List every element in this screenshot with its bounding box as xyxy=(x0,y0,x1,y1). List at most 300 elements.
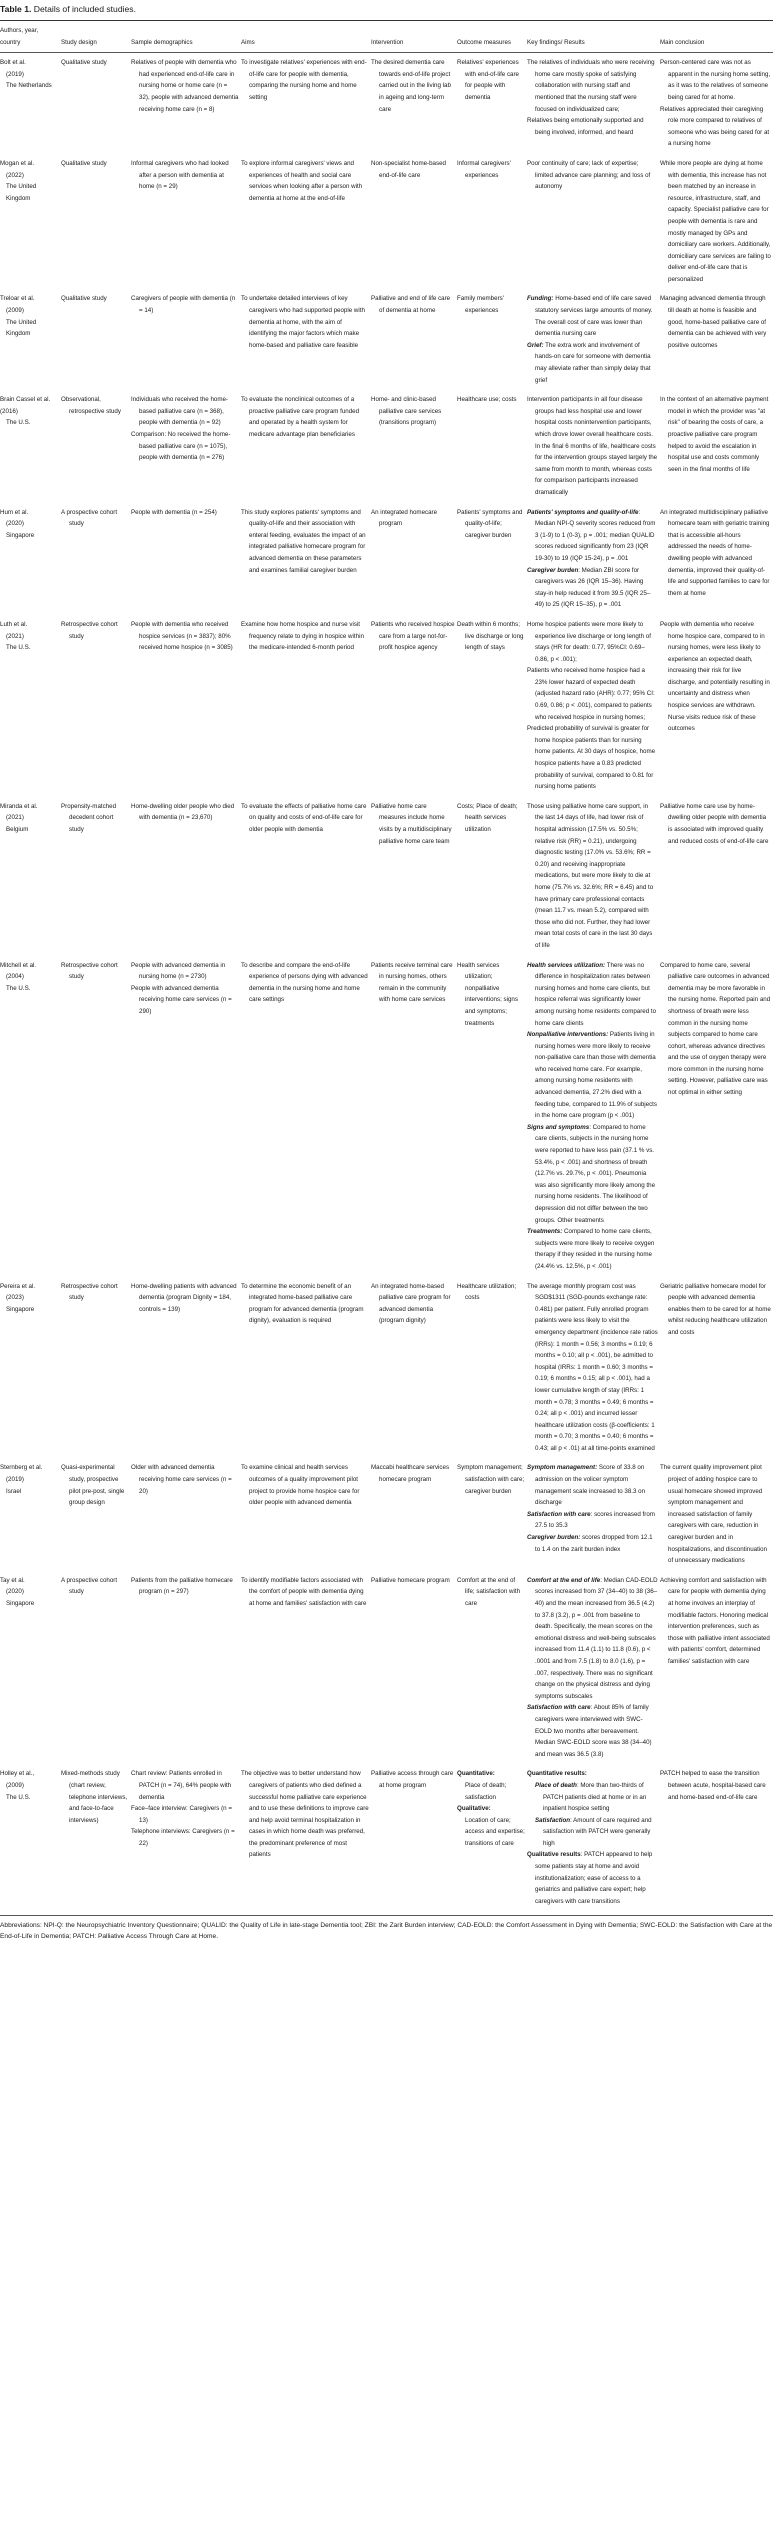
intervention-text: Palliative access through care at home program xyxy=(371,1770,454,1789)
conclusion-text: In the context of an alternative payment model in which the provider was "at risk" of bearing the costs of care, a proactive palliative care program helped to avoid the escalation in hospital use and costs commonly seen in the final months of life xyxy=(660,396,769,473)
author-line: Luth et al. xyxy=(0,620,28,628)
cell-findings xyxy=(527,1571,660,1765)
cell-sample xyxy=(131,615,241,797)
cell-design xyxy=(61,1277,131,1459)
finding-item xyxy=(527,507,658,565)
finding-item xyxy=(527,1509,658,1532)
cell-intervention xyxy=(371,956,457,1277)
table-body xyxy=(0,53,773,1912)
finding-label: Symptom management: xyxy=(527,1464,598,1472)
author-line: Singapore xyxy=(6,1305,35,1313)
cell-findings xyxy=(527,53,660,154)
cell-sample xyxy=(131,154,241,290)
aims-text: To examine clinical and health services outcomes of a quality improvement pilot project to provide home hospice care for older people with advanced dementia xyxy=(241,1464,360,1507)
finding-text: The extra work and involvement of hands-on care for someone with dementia may alleviate rather than simply delay that grief xyxy=(535,341,651,384)
finding-item xyxy=(527,1532,658,1555)
findings-group xyxy=(527,1780,658,1850)
cell-conclusion xyxy=(660,1764,773,1911)
author-line: (2019) xyxy=(6,1476,24,1484)
cell-outcome xyxy=(457,390,527,502)
cell-conclusion xyxy=(660,615,773,797)
sample-text: Informal caregivers who had looked after a person with dementia at home (n = 29) xyxy=(131,159,229,191)
intervention-text: Home- and clinic-based palliative care services (transitions program) xyxy=(371,396,442,427)
author-line: The U.S. xyxy=(6,1793,31,1801)
author-line: The U.S. xyxy=(6,419,31,427)
cell-findings xyxy=(527,390,660,502)
aims-text: To identify modifiable factors associated with the comfort of people with dementia dying at home and families' satisfaction with care xyxy=(241,1576,367,1607)
cell-authors xyxy=(0,1571,61,1765)
cell-authors xyxy=(0,53,61,154)
finding-item xyxy=(535,1780,658,1815)
cell-aims xyxy=(241,797,371,956)
author-line: The U.S. xyxy=(6,644,31,652)
aims-text: To describe and compare the end-of-life experience of persons dying with advanced dementia in the nursing home and home care settings xyxy=(241,961,368,1004)
finding-item xyxy=(527,57,658,115)
cell-sample xyxy=(131,797,241,956)
design-text: Retrospective cohort study xyxy=(61,961,118,981)
cell-findings xyxy=(527,797,660,956)
cell-intervention xyxy=(371,1277,457,1459)
cell-design xyxy=(61,390,131,502)
conclusion-text: People with dementia who receive home hospice care, compared to in nursing homes, were less likely to experience an expected death, increasing their risk for live discharge, and potentially resulting in uncertainty and distress when hospice services are withdrawn. Nurse visits reduce risk of these outcomes xyxy=(660,620,770,733)
cell-design xyxy=(61,1571,131,1765)
cell-authors xyxy=(0,390,61,502)
finding-label: Caregiver burden xyxy=(527,566,579,574)
conclusion-text: Geriatric palliative homecare model for people with advanced dementia enables them to be cared for at home whilst reducing healthcare utilization and costs xyxy=(660,1282,771,1336)
author-line: Hum et al. xyxy=(0,508,29,516)
conclusion-text: Palliative home care use by home-dwelling older people with dementia is associated with improved quality and reduced costs of end-of-life care xyxy=(660,802,769,845)
cell-outcome xyxy=(457,956,527,1277)
design-text: Qualitative study xyxy=(61,159,107,167)
cell-intervention xyxy=(371,289,457,390)
finding-text: : Amount of care required and satisfaction with PATCH were generally high xyxy=(543,1816,652,1847)
outcome-text: Place of death; satisfaction xyxy=(465,1781,507,1801)
author-line: The United Kingdom xyxy=(6,318,37,338)
finding-item xyxy=(527,960,658,1030)
cell-authors xyxy=(0,956,61,1277)
cell-conclusion xyxy=(660,797,773,956)
outcome-label: Qualitative: xyxy=(457,1805,491,1813)
intervention-text: Maccabi healthcare services homecare program xyxy=(371,1464,450,1484)
cell-design xyxy=(61,53,131,154)
finding-item xyxy=(527,1029,658,1122)
table-row xyxy=(0,1458,773,1570)
finding-item xyxy=(527,158,658,193)
cell-design xyxy=(61,956,131,1277)
cell-intervention xyxy=(371,1764,457,1911)
author-line: Pereira et al. xyxy=(0,1282,36,1290)
sample-text: Caregivers of people with dementia (n = 14) xyxy=(131,295,236,315)
cell-aims xyxy=(241,615,371,797)
cell-intervention xyxy=(371,797,457,956)
cell-intervention xyxy=(371,1571,457,1765)
author-line: (2019) xyxy=(6,70,24,78)
cell-outcome xyxy=(457,797,527,956)
design-text: Qualitative study xyxy=(61,59,107,67)
finding-text: : scores increased from 27.5 to 35.3 xyxy=(535,1510,655,1530)
header-row xyxy=(0,21,773,53)
outcome-text: Relatives' experiences with end-of-life care for people with dementia xyxy=(457,59,519,101)
finding-item xyxy=(527,394,658,498)
author-line: Treloar et al. xyxy=(0,295,35,303)
table-row xyxy=(0,615,773,797)
sample-text: Individuals who received the home-based palliative care (n = 368), people with dementia (n = 92) xyxy=(131,396,228,427)
aims-text: To investigate relatives' experiences with end-of-life care for people with dementia, comparing the nursing home and home setting xyxy=(241,59,367,101)
outcome-text: Family members' experiences xyxy=(457,295,504,315)
finding-label: Nonpalliative interventions: xyxy=(527,1031,609,1039)
cell-authors xyxy=(0,1277,61,1459)
author-line: Singapore xyxy=(6,531,35,539)
sample-text: Telephone interviews: Caregivers (n = 22) xyxy=(131,1828,235,1847)
sample-text: People with dementia who received hospice services (n = 3837); 80% received home hospice (n = 3085) xyxy=(131,620,233,652)
outcome-label: Quantitative: xyxy=(457,1770,495,1778)
cell-aims xyxy=(241,1571,371,1765)
finding-item xyxy=(527,1702,658,1760)
design-text: Qualitative study xyxy=(61,295,107,303)
finding-text: Home-based end of life care saved statutory services large amounts of money. The overall cost of care was lower than dementia nursing care xyxy=(535,295,653,338)
finding-label: Signs and symptoms xyxy=(527,1123,590,1131)
cell-aims xyxy=(241,1277,371,1459)
col-header-findings: Key findings/ Results xyxy=(527,21,660,53)
finding-text: Patients living in nursing homes were more likely to receive non-palliative care than those with dementia who received home care. For example, among nursing home residents with advanced dementia, 27.2% died with a feeding tube, compared to 11.9% of subjects in the home care program (p < .001) xyxy=(535,1031,657,1120)
author-line: Mitchell et al. xyxy=(0,961,37,969)
finding-label: Satisfaction with care xyxy=(527,1510,591,1518)
cell-aims xyxy=(241,1458,371,1570)
sample-text: Relatives of people with dementia who had experienced end-of-life care in nursing home or home care (n = 32), people with advanced dementia receiving home care (n = 8) xyxy=(131,59,239,113)
intervention-text: Patients who received hospice care from a large not-for-profit hospice agency xyxy=(371,620,455,652)
outcome-text: Healthcare utilization; costs xyxy=(457,1282,517,1302)
author-line: Mogan et al. xyxy=(0,159,35,167)
author-line: Tay et al. xyxy=(0,1576,25,1584)
cell-authors xyxy=(0,154,61,290)
conclusion-text: Compared to home care, several palliative care outcomes in advanced dementia may be more favorable in the nursing home. Reported pain and shortness of breath were less common in the nursing home subjects compared to home care cohort, whereas advance directives and the use of oxygen therapy were more common in the nursing home setting. However, palliative care was not optimal in either setting xyxy=(660,961,771,1097)
finding-text: The relatives of individuals who were receiving home care mostly spoke of satisfying collaboration with nursing staff and mentioned that the nursing staff were focused on individualized care; xyxy=(527,59,655,113)
abbreviations-footnote: Abbreviations: NPI-Q: the Neuropsychiatric Inventory Questionnaire; QUALID: the Quality of Life in late-stage Dementia tool; ZBI: the Zarit Burden interview; CAD-EOLD: the Comfort Assessment in Dying with Dementia; SWC-EOLD: the Satisfaction with Care at the End-of-Life in Dementia; PATCH: Palliative Access Through Care at Home. xyxy=(0,1922,773,1940)
cell-aims xyxy=(241,390,371,502)
table-row xyxy=(0,390,773,502)
author-line: (2021) xyxy=(6,814,24,822)
author-line: Singapore xyxy=(6,1600,35,1607)
author-line: (2020) xyxy=(6,520,24,528)
cell-authors xyxy=(0,797,61,956)
table-caption xyxy=(0,0,773,18)
intervention-text: Patients receive terminal care in nursing homes, others remain in the community with home care services xyxy=(371,961,453,1004)
table-row xyxy=(0,53,773,154)
col-header-outcome: Outcome measures xyxy=(457,21,527,53)
design-text: Retrospective cohort study xyxy=(61,1282,118,1302)
author-line: (2009) xyxy=(6,307,24,315)
outcome-text: Comfort at the end of life; satisfaction with care xyxy=(457,1576,521,1607)
finding-label: Comfort at the end of life xyxy=(527,1576,601,1584)
outcome-text: Health services utilization; nonpalliative interventions; signs and symptoms; treatments xyxy=(457,961,518,1027)
table-title: Details of included studies. xyxy=(33,4,136,14)
finding-text: : Median CAD-EOLD scores increased from 37 (34–40) to 38 (36–40) and the mean increased from 36.5 (4.2) to 37.8 (3.2), p = .001 from baseline to death. Specifically, the mean scores on the emotional distress and well-being subscales increased from 11.4 (1.1) to 11.8 (0.6), p < .0001 and from 7.5 (1.8) to 8.0 (1.6), p = .007, respectively. There was no significant change on the physical distress and dying symptoms subscales xyxy=(535,1576,658,1700)
cell-design xyxy=(61,1458,131,1570)
cell-findings xyxy=(527,956,660,1277)
cell-outcome xyxy=(457,1277,527,1459)
author-line: The U.S. xyxy=(6,984,31,992)
finding-item xyxy=(527,723,658,793)
aims-text: Examine how home hospice and nurse visit frequency relate to dying in hospice within the medicare-intended 6-month period xyxy=(241,620,364,652)
col-header-design: Study design xyxy=(61,21,131,53)
finding-item xyxy=(527,665,658,723)
author-line: (2023) xyxy=(6,1294,24,1302)
outcome-text: Death within 6 months; live discharge or long length of stays xyxy=(457,620,524,652)
finding-item xyxy=(527,1281,658,1455)
finding-text: : Compared to home care clients, subjects in the nursing home were reported to have less pain (37.1 % vs. 53.4%, p < .001) and shortness of breath (12.7% vs. 29.7%, p < .001). Pneumonia was also significantly more likely among the nursing home residents. The likelihood of depression did not differ between the two groups. Other treatments xyxy=(535,1123,656,1224)
sample-text: People with dementia (n = 254) xyxy=(131,508,217,516)
finding-label: Satisfaction with care xyxy=(527,1704,591,1712)
aims-text: The objective was to better understand how caregivers of patients who died defined a successful home palliative care experience and to use these definitions to improve care and help avoid terminal hospitalization in cases in which home death was preferred, the predominant preference of most patients xyxy=(241,1770,369,1859)
cell-intervention xyxy=(371,1458,457,1570)
conclusion-text: PATCH helped to ease the transition between acute, hospital-based care and home-based end-of-life care xyxy=(660,1770,766,1801)
intervention-text: An integrated home-based palliative care program for advanced dementia (program dignity) xyxy=(371,1282,451,1325)
finding-label: Funding: xyxy=(527,295,554,303)
finding-text: Intervention participants in all four disease groups had less hospital use and lower hospital costs nonintervention participants, which drove lower overall healthcare costs. In the final 6 months of life, healthcare costs for the intervention groups stayed largely the same from month to month, whereas costs for comparison participants increased dramatically xyxy=(527,396,658,496)
cell-aims xyxy=(241,956,371,1277)
cell-findings xyxy=(527,1458,660,1570)
design-text: Retrospective cohort study xyxy=(61,620,118,640)
author-line: (2022) xyxy=(6,171,24,179)
cell-aims xyxy=(241,154,371,290)
table-row xyxy=(0,1764,773,1911)
finding-text: Those using palliative home care support, in the last 14 days of life, had lower risk of hospital admission (17.5% vs. 50.5%; relative risk (RR) = 0.21), undergoing diagnostic testing (17.0% vs. 53.6%; RR = 0.20) and receiving inappropriate medications, but were more likely to die at home (75.7% vs. 32.6%; RR = 6.45) and to have primary care professional contacts (mean 11.7 vs. mean 5.2), compared with those who did not. Further, they had lower mean total costs of care in the last 30 days of life xyxy=(527,802,654,949)
aims-text: To explore informal caregivers' views and experiences of health and social care services when looking after a person with dementia at home at the end-of-life xyxy=(241,159,363,202)
finding-item xyxy=(527,565,658,611)
cell-sample xyxy=(131,390,241,502)
cell-authors xyxy=(0,1458,61,1570)
aims-text: To undertake detailed interviews of key caregivers who had supported people with dementia at home, with the aim of identifying the major factors which make home-based and palliative care feasible xyxy=(241,295,365,349)
finding-text: Patients who received home hospice had a 23% lower hazard of expected death (adjusted hazard ratio (AHR): 0.77; 95% CI: 0.69, 0.86; p < .001), compared to patients who received hospice in nursing homes; xyxy=(527,667,655,721)
sample-text: Comparison: No received the home-based palliative care (n = 1075), people with dementia (n = 276) xyxy=(131,431,231,462)
finding-text: : More than two-thirds of PATCH patients died at home or in an inpatient hospice setting xyxy=(543,1781,647,1813)
intervention-text: The desired dementia care towards end-of-life project carried out in the living lab in ageing and long-term care xyxy=(371,59,451,113)
cell-conclusion xyxy=(660,956,773,1277)
finding-text: : Median NPI-Q severity scores reduced from 3 (1-9) to 1 (0-3), p = .001; median QUALID scores reduced significantly from 23 (IQR 19-30) to 19 (IQP 15-24), p = .001 xyxy=(535,508,656,562)
cell-aims xyxy=(241,503,371,615)
cell-design xyxy=(61,797,131,956)
outcome-text: Patients' symptoms and quality-of-life; caregiver burden xyxy=(457,508,523,539)
finding-text: : About 85% of family caregivers were interviewed with SWC-EOLD two months after bereavement. Median SWC-EOLD score was 38 (34–40) and mean was 36.5 (3.8) xyxy=(535,1704,652,1758)
table-row xyxy=(0,154,773,290)
outcome-text: Location of care; access and expertise; transitions of care xyxy=(465,1816,525,1847)
outcome-text: Healthcare use; costs xyxy=(457,396,517,404)
finding-text: Relatives being emotionally supported and being involved, informed, and heard xyxy=(527,117,644,136)
cell-sample xyxy=(131,956,241,1277)
design-text: A prospective cohort study xyxy=(61,1576,118,1596)
table-row xyxy=(0,503,773,615)
cell-intervention xyxy=(371,53,457,154)
conclusion-text: Relatives appreciated their caregiving role more compared to relatives of someone who was being cared for at a nursing home xyxy=(660,105,770,148)
col-header-sample: Sample demographics xyxy=(131,21,241,53)
cell-conclusion xyxy=(660,1458,773,1570)
sample-text: People with advanced dementia in nursing home (n = 2730) xyxy=(131,961,226,981)
cell-aims xyxy=(241,53,371,154)
table-row xyxy=(0,289,773,390)
finding-label: Treatments: xyxy=(527,1228,563,1236)
finding-text: There was no difference in hospitalization rates between nursing homes and home care clients, but hospice referral was significantly lower among nursing home residents compared to home care clients xyxy=(535,961,657,1027)
cell-conclusion xyxy=(660,1571,773,1765)
sample-text: Older with advanced dementia receiving home care services (n = 20) xyxy=(131,1464,232,1495)
finding-item xyxy=(527,801,658,952)
design-text: Quasi-experimental study, prospective pilot pre-post, single group design xyxy=(61,1464,125,1507)
author-line: Sternberg et al. xyxy=(0,1464,43,1472)
finding-item xyxy=(527,619,658,665)
finding-label: Health services utilization: xyxy=(527,961,606,969)
conclusion-text: An integrated multidisciplinary palliative homecare team with geriatric training that is accessible all-hours addressed the needs of home-dwelling people with advanced dementia, improved their quality-of-life and supported families to care for them at home xyxy=(660,508,770,597)
finding-label: Patients' symptoms and quality-of-life xyxy=(527,508,639,516)
finding-item xyxy=(527,1462,658,1508)
sample-text: Home-dwelling patients with advanced dementia (program Dignity = 184, controls = 139) xyxy=(131,1282,237,1313)
cell-findings xyxy=(527,503,660,615)
cell-outcome xyxy=(457,1458,527,1570)
cell-sample xyxy=(131,1458,241,1570)
sample-text: Home-dwelling older people who died with dementia (n = 23,670) xyxy=(131,802,235,822)
findings-heading: Quantitative results: xyxy=(527,1770,587,1778)
author-line: Brain Cassel et al. (2016) xyxy=(0,396,51,415)
cell-authors xyxy=(0,503,61,615)
cell-design xyxy=(61,503,131,615)
intervention-text: An integrated homecare program xyxy=(371,508,438,528)
conclusion-text: Achieving comfort and satisfaction with care for people with dementia dying at home involves an interplay of modifiable factors. Honoring medical intervention preferences, such as those with palliative intent associated with patients' comfort, determined families' satisfaction with care xyxy=(660,1576,770,1665)
conclusion-text: While more people are dying at home with dementia, this increase has not been matched by an increase in resource, infrastructure, staff, and capacity. Specialist palliative care for people with dementia is rare and mostly managed by GPs and domiciliary care workers. Additionally, domiciliary care services are failing to deliver end-of-life care that is personalized xyxy=(660,159,771,283)
cell-sample xyxy=(131,1764,241,1911)
col-header-aims: Aims xyxy=(241,21,371,53)
cell-authors xyxy=(0,289,61,390)
cell-conclusion xyxy=(660,390,773,502)
cell-outcome xyxy=(457,615,527,797)
author-line: The United Kingdom xyxy=(6,183,37,202)
cell-conclusion xyxy=(660,503,773,615)
finding-item xyxy=(527,115,658,138)
outcome-text: Costs; Place of death; health services utilization xyxy=(457,802,518,833)
finding-label: Caregiver burden: xyxy=(527,1534,581,1542)
cell-design xyxy=(61,154,131,290)
cell-aims xyxy=(241,1764,371,1911)
intervention-text: Palliative and end of life care of dementia at home xyxy=(371,295,451,315)
studies-table xyxy=(0,21,773,1911)
aims-text: To determine the economic benefit of an integrated home-based palliative care program for advanced dementia (program dignity), evaluation is required xyxy=(241,1282,364,1325)
author-line: Miranda et al. xyxy=(0,802,38,810)
cell-sample xyxy=(131,289,241,390)
author-line: Belgium xyxy=(6,826,29,833)
intervention-text: Palliative home care measures include home visits by a multidisciplinary palliative home care team xyxy=(371,802,452,845)
finding-item xyxy=(527,1575,658,1703)
author-line: Holley et al., xyxy=(0,1770,35,1778)
table-row xyxy=(0,1277,773,1459)
finding-item xyxy=(527,293,658,339)
cell-aims xyxy=(241,289,371,390)
cell-intervention xyxy=(371,154,457,290)
cell-findings xyxy=(527,1277,660,1459)
cell-findings xyxy=(527,615,660,797)
author-line: (2009) xyxy=(6,1781,24,1789)
cell-authors xyxy=(0,1764,61,1911)
cell-findings xyxy=(527,154,660,290)
finding-item xyxy=(527,1122,658,1226)
aims-text: To evaluate the nonclinical outcomes of a proactive palliative care program funded and operated by a health system for medicare advantage plan beneficiaries xyxy=(241,396,360,438)
finding-item xyxy=(527,1849,658,1907)
finding-label: Grief: xyxy=(527,341,544,349)
finding-item xyxy=(527,340,658,386)
conclusion-text: Person-centered care was not as apparent in the nursing home setting, as it was to the relatives of someone being cared for at home. xyxy=(660,59,771,101)
author-line: The Netherlands xyxy=(6,82,52,90)
cell-authors xyxy=(0,615,61,797)
cell-outcome xyxy=(457,289,527,390)
cell-outcome xyxy=(457,53,527,154)
design-text: Propensity-matched decedent cohort study xyxy=(61,802,117,833)
author-line: Israel xyxy=(6,1487,22,1495)
cell-sample xyxy=(131,503,241,615)
cell-findings xyxy=(527,289,660,390)
cell-design xyxy=(61,615,131,797)
aims-text: This study explores patients' symptoms and quality-of-life and their association with enteral feeding, evaluates the impact of an integrated palliative homecare program for advanced dementia on these parameters and examines familial caregiver burden xyxy=(241,508,366,574)
finding-text: Compared to home care clients, subjects were more likely to receive oxygen therapy if they resided in the nursing home (24.4% vs. 12.5%, p < .001) xyxy=(535,1228,655,1270)
finding-label: Qualitative results xyxy=(527,1851,581,1859)
cell-design xyxy=(61,1764,131,1911)
author-line: Bolt et al. xyxy=(0,59,26,67)
finding-text: scores dropped from 12.1 to 1.4 on the zarit burden index xyxy=(535,1534,653,1553)
sample-text: Chart review: Patients enrolled in PATCH (n = 74), 64% people with dementia xyxy=(131,1770,232,1801)
finding-label: Place of death xyxy=(535,1781,577,1789)
sample-text: Face–face interview: Caregivers (n = 13) xyxy=(131,1805,232,1824)
cell-intervention xyxy=(371,503,457,615)
cell-conclusion xyxy=(660,154,773,290)
cell-design xyxy=(61,289,131,390)
cell-conclusion xyxy=(660,1277,773,1459)
conclusion-text: The current quality improvement pilot project of adding hospice care to usual homecare showed improved symptom management and increased satisfaction of family caregivers with care, reduction in caregiver burden and in hospitalizations, and discontinuation of unnecessary medications xyxy=(660,1464,768,1565)
table-label: Table 1. xyxy=(0,4,32,14)
design-text: A prospective cohort study xyxy=(61,508,118,528)
finding-text: The average monthly program cost was SGD$1311 (SGD-pounds exchange rate: 0.481) per patient. Fully enrolled program patients were less likely to visit the emergency department (incidence rate ratios (IRRs): 1 month = 0.56; 3 months = 0.19; 6 months = 0.10; all p < .001), be admitted to hospital (IRRs: 1 month = 0.60; 3 months = 0.19; 6 months = 0.15; all p < .001), had a lower cumulative length of stay (IRRs: 1 month = 0.78; 3 months = 0.49; 6 months = 0.24; all p < .001) and incurred lesser healthcare utilization costs (β-coefficients: 1 month = 0.70; 3 months = 0.40; 6 months = 0.43; all p < .01) at all time-points examined xyxy=(527,1282,658,1452)
cell-intervention xyxy=(371,390,457,502)
table-row xyxy=(0,797,773,956)
cell-conclusion xyxy=(660,53,773,154)
intervention-text: Palliative homecare program xyxy=(371,1576,450,1584)
aims-text: To evaluate the effects of palliative home care on quality and costs of end-of-life care for older people with dementia xyxy=(241,802,367,833)
cell-sample xyxy=(131,1571,241,1765)
cell-intervention xyxy=(371,615,457,797)
finding-item xyxy=(535,1815,658,1850)
finding-text: Poor continuity of care; lack of expertise; limited advance care planning; and loss of autonomy xyxy=(527,159,651,191)
author-line: (2021) xyxy=(6,632,24,640)
finding-text: : Median ZBI score for caregivers was 26 (IQR 15–36). Having stay-in help reduced it from 39.5 (IQR 25–49) to 25 (IQR 15–35), p = .001 xyxy=(535,566,651,609)
col-header-intervention: Intervention xyxy=(371,21,457,53)
design-text: Mixed-methods study (chart review, telephone interviews, and face-to-face interviews) xyxy=(61,1770,128,1824)
outcome-text: Symptom management; satisfaction with care; caregiver burden xyxy=(457,1464,525,1495)
cell-outcome xyxy=(457,1571,527,1765)
finding-label: Satisfaction xyxy=(535,1816,571,1824)
cell-sample xyxy=(131,1277,241,1459)
col-header-authors: Authors, year, country xyxy=(0,21,61,53)
author-line: (2004) xyxy=(6,973,24,981)
finding-item xyxy=(527,1226,658,1272)
intervention-text: Non-specialist home-based end-of-life care xyxy=(371,159,446,179)
outcome-text: Informal caregivers' experiences xyxy=(457,159,511,179)
sample-text: People with advanced dementia receiving home care services (n = 290) xyxy=(131,984,232,1015)
cell-findings xyxy=(527,1764,660,1911)
table-row xyxy=(0,956,773,1277)
author-line: (2020) xyxy=(6,1588,24,1596)
cell-conclusion xyxy=(660,289,773,390)
design-text: Observational, retrospective study xyxy=(61,396,121,415)
finding-text: Home hospice patients were more likely to experience live discharge or long length of stays (HR for death: 0.77, 95%CI: 0.69–0.86, p < .001); xyxy=(527,620,651,663)
conclusion-text: Managing advanced dementia through till death at home is feasible and good, home-based palliative care of dementia can be achieved with very positive outcomes xyxy=(660,295,767,349)
col-header-conclusion: Main conclusion xyxy=(660,21,773,53)
finding-text: Predicted probability of survival is greater for home hospice patients than for nursing home patients. At 30 days of hospice, home hospice patients have a 0.83 predicted probability of survival, compared to 0.81 for nursing home patients xyxy=(527,725,656,791)
table-row xyxy=(0,1571,773,1765)
sample-text: Patients from the palliative homecare program (n = 297) xyxy=(131,1576,233,1596)
